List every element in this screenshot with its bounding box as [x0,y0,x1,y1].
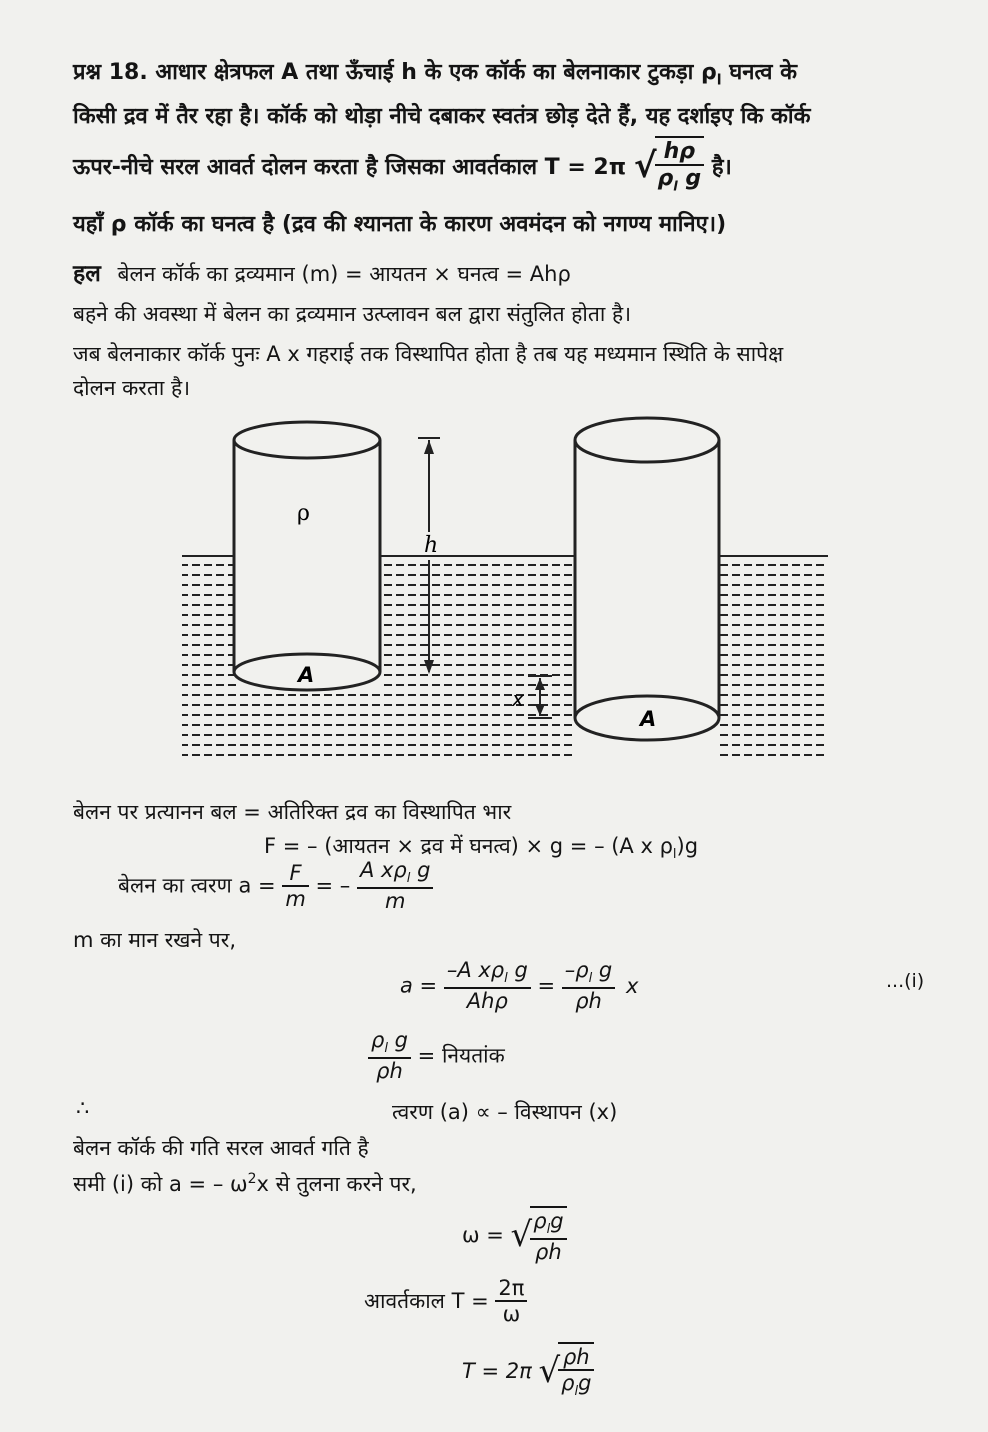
omega-sqrt: √ $\frac{\rho_lg}{\rho h}$ [511,1206,567,1264]
liquid-right-region [718,558,828,756]
displacement-label: x [512,687,524,711]
deriv-line-5: a = $\frac{-A x\rho_l g}{\text{Ahρ}}$ = $\frac{-\rho_l g}{\rho h}$ x [400,958,639,1014]
fraction-a-1: $\frac{-A x\rho_l g}{\text{Ahρ}}$ [444,958,531,1013]
period-formula-sqrt: √ $\frac{h\rho}{\rho_l g}$ [634,136,704,196]
deriv-line-2: F = – (आयतन × द्रव में घनत्व) × g = – (A x $\rho_l)g$ [264,834,699,863]
deriv-line-7: त्वरण (a) ∝ – विस्थापन (x) [392,1100,618,1124]
deriv-line-12: T = 2π √ $\frac{\rho h}{\rho_lg}$ [462,1342,594,1400]
fraction-acceleration: $\frac{A x\rho_l g}{m}$ [357,858,433,913]
deriv-line-9: समी (i) को a = – $\omega^2x$ से तुलना करने पर, [73,1171,417,1196]
left-cylinder [234,422,380,690]
right-cylinder [575,418,719,740]
fraction-period: $\frac{2\pi}{\omega}$ [495,1276,527,1326]
question-line-1: प्रश्न 18. आधार क्षेत्रफल A तथा ऊँचाई h के एक कॉर्क का बेलनाकार टुकड़ा $\rho_l$ घनत्व के [73,60,798,89]
question-line-2: किसी द्रव में तैर रहा है। कॉर्क को थोड़ा नीचे दबाकर स्वतंत्र छोड़ देते हैं, यह दर्शाइए कि कॉर्क [73,104,811,129]
deriv-line-11: आवर्तकाल T = $\frac{2\pi}{\omega}$ [364,1276,527,1326]
solution-label: हल [73,261,101,287]
question-line-3: ऊपर-नीचे सरल आवर्त दोलन करता है जिसका आवर्तकाल T = 2π √ $\frac{h\rho}{\rho_l g}$ है। [73,136,732,196]
fraction-constant: $\frac{\rho_l g}{\rho h}$ [368,1028,411,1083]
liquid-under-left-cylinder [182,688,380,756]
therefore-symbol: ∴ [76,1096,90,1120]
fraction-F-over-m: $\frac{F}{m}$ [282,861,308,911]
area-label-right: A [640,707,657,731]
deriv-line-6: $\frac{\rho_l g}{\rho h}$ = नियतांक [368,1028,505,1083]
liquid-middle-region [380,558,576,756]
density-label: ρ [297,501,310,526]
question-text-1: आधार क्षेत्रफल A तथा ऊँचाई h के एक कॉर्क का बेलनाकार टुकड़ा ρ [155,60,717,85]
deriv-line-3: बेलन का त्वरण a = $\frac{F}{m}$ = – $\frac{A x\rho_l g}{m}$ [118,858,433,913]
final-period-sqrt: √ $\frac{\rho h}{\rho_lg}$ [538,1342,594,1400]
deriv-line-8: बेलन कॉर्क की गति सरल आवर्त गति है [73,1136,369,1160]
fraction-a-2: $\frac{-\rho_l g}{\rho h}$ [562,958,615,1013]
solution-line-2: बहने की अवस्था में बेलन का द्रव्यमान उत्प्लावन बल द्वारा संतुलित होता है। [73,302,632,326]
equation-tag-i: ...(i) [886,970,925,992]
height-label: h [424,533,439,558]
area-label-left: A [298,663,315,687]
deriv-line-1: बेलन पर प्रत्यानन बल = अतिरिक्त द्रव का विस्थापित भार [73,800,512,824]
solution-line-3: जब बेलनाकार कॉर्क पुनः A x गहराई तक विस्थापित होता है तब यह मध्यमान स्थिति के सापेक्ष [73,342,784,366]
deriv-line-10: ω = √ $\frac{\rho_lg}{\rho h}$ [462,1206,567,1264]
solution-line-4: दोलन करता है। [73,376,191,400]
floating-cork-diagram [0,410,988,810]
solution-line-1: हल बेलन कॉर्क का द्रव्यमान (m) = आयतन × घनत्व = Ahρ [73,261,571,287]
question-line-4: यहाँ ρ कॉर्क का घनत्व है (द्रव की श्यानता के कारण अवमंदन को नगण्य मानिए।) [73,212,727,237]
question-label: प्रश्न 18. [73,60,148,85]
deriv-line-4: m का मान रखने पर, [73,928,236,952]
